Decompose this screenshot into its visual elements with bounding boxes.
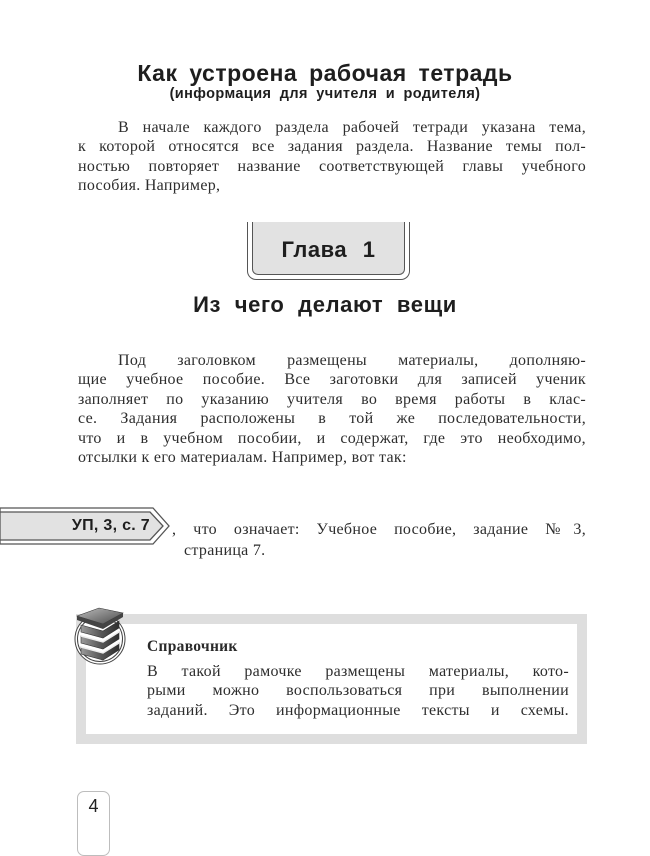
- page-title: Как устроена рабочая тетрадь: [137, 60, 513, 86]
- page-number-tab: [77, 791, 110, 856]
- text-line: заполняет по указанию учителя во время работы в клас-: [78, 390, 586, 408]
- page-subtitle: (информация для учителя и родителя): [169, 86, 481, 102]
- text-line: пособия. Например,: [78, 177, 221, 195]
- page-number: 4: [88, 796, 99, 816]
- text-line: страница 7.: [184, 542, 266, 559]
- text-line: В начале каждого раздела рабочей тетради указана тема,: [118, 119, 586, 136]
- text-line: отсылки к его материалам. Например, вот так:: [78, 449, 407, 467]
- reference-heading: Справочник: [147, 638, 238, 655]
- chapter-title: Из чего делают вещи: [193, 292, 457, 317]
- reference-tag-explanation: [172, 519, 586, 561]
- text-line: Под заголовком размещены материалы, дополняю-: [118, 352, 586, 369]
- text-line: к которой относятся все задания раздела. Название темы пол-: [78, 138, 586, 156]
- text-line: заданий. Это информационные тексты и схемы.: [147, 701, 569, 719]
- reference-tag: [0, 507, 172, 545]
- chapter-label: Глава 1: [281, 237, 376, 262]
- text-line: что и в учебном пособии, и содержат, где это необходимо,: [78, 429, 586, 447]
- intro-paragraph: [78, 118, 586, 196]
- reference-tag-label: УП, 3, с. 7: [71, 517, 150, 534]
- reference-body: [147, 662, 569, 720]
- books-icon: [73, 603, 135, 665]
- text-line: , что означает: Учебное пособие, задание №3,: [172, 521, 586, 538]
- text-line: щие учебное пособие. Все заготовки для записей ученик: [78, 371, 586, 389]
- text-line: ностью повторяет название соответствующей главы учебного: [78, 157, 586, 175]
- materials-paragraph: [78, 351, 586, 467]
- text-line: се. Задания расположены в той же последовательности,: [78, 410, 586, 428]
- chapter-label-box: [247, 222, 410, 280]
- text-line: рыми можно воспользоваться при выполнении: [147, 682, 569, 700]
- text-line: В такой рамочке размещены материалы, кото-: [147, 663, 569, 680]
